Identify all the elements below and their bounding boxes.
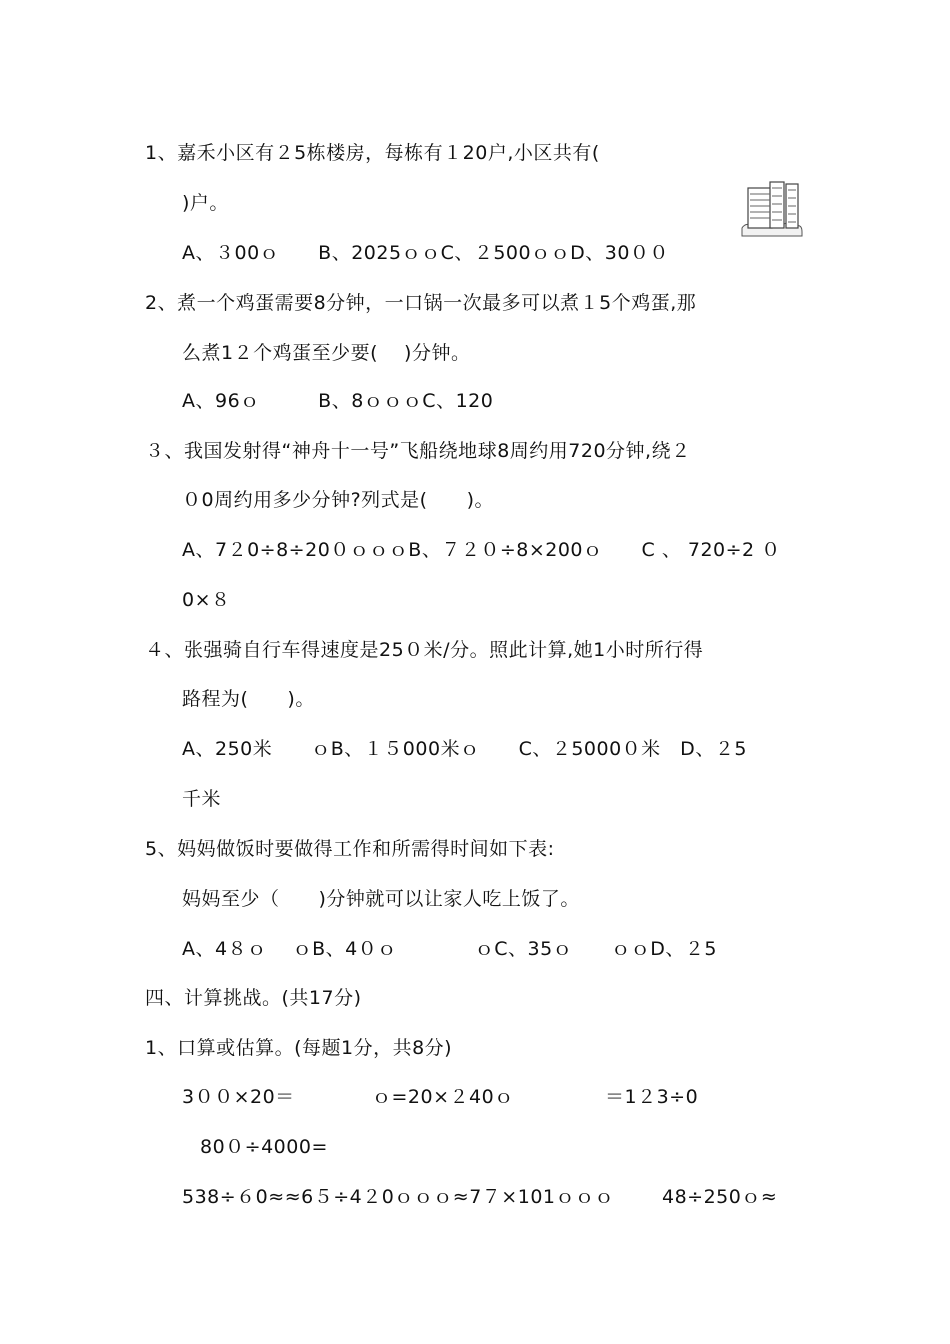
q5-options: A、4８ｏ ｏB、4０ｏ ｏC、35ｏ ｏｏD、２5 [182, 938, 717, 960]
calc-row3-a: 538÷６0≈≈6５÷4２0ｏｏｏ≈7７×101ｏｏｏ [182, 1186, 614, 1208]
q3-line1: ３、我国发射得“神舟十一号”飞船绕地球8周约用720分钟,绕２ [145, 440, 691, 462]
q2-options: A、96ｏ B、8ｏｏｏC、120 [182, 390, 494, 412]
q3-options: A、7２0÷8÷20０ｏｏｏB、７２０÷8×200ｏ C 、 720÷2 ０ [182, 539, 781, 561]
calc-row1-c: ＝1２3÷0 [605, 1086, 699, 1108]
q4-options: A、250米 ｏB、１５000米ｏ C、２5000０米 D、２5 [182, 738, 747, 760]
q3-line2: ０0周约用多少分钟?列式是( )。 [182, 489, 494, 511]
calc-row3-b: 48÷250ｏ≈ [662, 1186, 778, 1208]
calc-row1-b: ｏ=20×２40ｏ [372, 1086, 514, 1108]
calc-row2: 80０÷4000= [200, 1136, 328, 1158]
q5-line2: 妈妈至少（ )分钟就可以让家人吃上饭了。 [182, 888, 580, 910]
q3-options-cont: 0×８ [182, 589, 231, 611]
q4-options-cont: 千米 [182, 788, 222, 810]
q2-line2: 么煮1２个鸡蛋至少要( )分钟。 [182, 342, 471, 364]
buildings-illustration-icon [740, 176, 804, 238]
q4-line1: ４、张强骑自行车得速度是25０米/分。照此计算,她1小时所行得 [145, 639, 704, 661]
section4-title: 四、计算挑战。(共17分) [145, 987, 362, 1009]
q4-line2: 路程为( )。 [182, 688, 315, 710]
q1-line2: )户。 [182, 192, 229, 214]
q1-line1: 1、嘉禾小区有２5栋楼房，每栋有１20户,小区共有( [145, 142, 600, 164]
section4-sub1: 1、口算或估算。(每题1分，共8分) [145, 1037, 453, 1059]
q2-line1: 2、煮一个鸡蛋需要8分钟，一口锅一次最多可以煮１5个鸡蛋,那 [145, 292, 697, 314]
calc-row1-a: 3００×20＝ [182, 1086, 295, 1108]
q1-options: A、３00ｏ B、2025ｏｏC、２500ｏｏD、30００ [182, 242, 669, 264]
q5-line1: 5、妈妈做饭时要做得工作和所需得时间如下表: [145, 838, 555, 860]
